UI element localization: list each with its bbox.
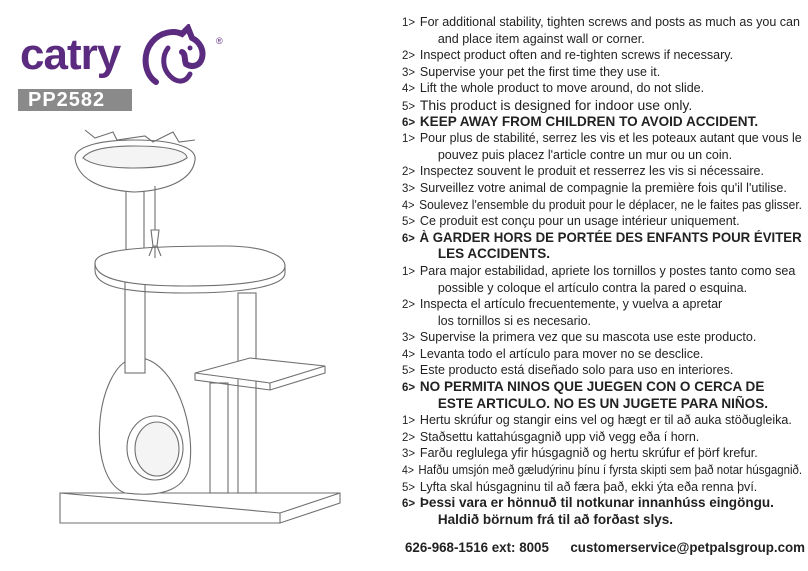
warning-line: Haldið börnum frá til að forðast slys. bbox=[437, 511, 674, 527]
instruction-line: 4> Soulevez l'ensemble du produit pour le déplacer, ne le faites pas glisser. bbox=[402, 197, 802, 212]
contact-info bbox=[405, 540, 806, 555]
instruction-line: 3> Supervise your pet the first time they use it. bbox=[402, 64, 661, 79]
instruction-line: and place item against wall or corner. bbox=[437, 31, 645, 46]
instruction-line: pouvez puis placez l'article contre un mur ou un coin. bbox=[437, 147, 733, 162]
instruction-line: 5> Este producto está diseñado solo para uso en interiores. bbox=[402, 363, 734, 378]
instruction-line: 4> Levanta todo el artículo para mover no se desclice. bbox=[402, 346, 704, 361]
instruction-line: 4> Lift the whole product to move around, do not slide. bbox=[402, 81, 705, 96]
instruction-line: 1> Para major estabilidad, apriete los tornillos y postes tanto como sea bbox=[402, 263, 796, 278]
model-number: PP2582 bbox=[18, 89, 132, 111]
phone-number: 626-968-1516 ext: 8005 bbox=[405, 540, 549, 555]
instruction-line: possible y coloque el artículo contra la pared o esquina. bbox=[437, 280, 748, 295]
instruction-line: 2> Inspect product often and re-tighten screws if necessary. bbox=[402, 48, 734, 63]
brand-name: catry bbox=[20, 30, 121, 79]
warning-line: 6> Þessi vara er hönnuð til notkunar innanhúss eingöngu. bbox=[402, 495, 774, 511]
instruction-line: 3> Surveillez votre animal de compagnie la première fois qu'il l'utilise. bbox=[402, 180, 787, 195]
instruction-line: 5> Ce produit est conçu pour un usage intérieur uniquement. bbox=[402, 214, 740, 229]
instruction-line: 2> Inspectez souvent le produit et resserrez les vis si nécessaire. bbox=[402, 164, 764, 179]
warning-line: LES ACCIDENTS. bbox=[437, 246, 551, 262]
instruction-line: 2> Staðsettu kattahúsgagnið upp við vegg eða í horn. bbox=[402, 429, 700, 444]
warning-line: 6> NO PERMITA NINOS QUE JUEGEN CON O CERCA DE bbox=[402, 379, 765, 395]
registered-mark: ® bbox=[216, 36, 223, 46]
warning-line: ESTE ARTICULO. NO ES UN JUGETE PARA NIÑOS. bbox=[437, 395, 768, 411]
instruction-line: 1> For additional stability, tighten screws and posts as much as you can bbox=[402, 15, 800, 29]
instruction-line: los tornillos si es necesario. bbox=[437, 313, 592, 328]
warning-line: 6> À GARDER HORS DE PORTÉE DES ENFANTS POUR ÉVITER bbox=[402, 229, 802, 245]
instruction-line: 3> Farðu reglulega yfir húsgagnið og hertu skrúfur ef þörf krefur. bbox=[402, 446, 758, 461]
brand-logo bbox=[20, 24, 223, 94]
instruction-line: 1> Hertu skrúfur og stangir eins vel og hægt er til að auka stöðugleika. bbox=[402, 413, 792, 428]
instruction-line: 4> Hafðu umsjón með gæludýrinu þínu í fyrsta skipti sem það notar húsgagnið. bbox=[402, 463, 803, 478]
warning-line: 6> KEEP AWAY FROM CHILDREN TO AVOID ACCIDENT. bbox=[402, 113, 759, 129]
instruction-line: 3> Supervise la primera vez que su mascota use este producto. bbox=[402, 330, 757, 345]
instruction-line: 1> Pour plus de stabilité, serrez les vis et les poteaux autant que vous le bbox=[402, 131, 802, 146]
instruction-line: 5> Lyfta skal húsgagninu til að færa það, ekki ýta eða renna því. bbox=[402, 479, 758, 494]
email-address: customerservice@petpalsgroup.com bbox=[570, 540, 806, 555]
cat-tree-illustration bbox=[55, 118, 345, 543]
instructions-list bbox=[402, 14, 804, 528]
cat-head-logo-icon bbox=[138, 24, 210, 92]
instruction-line: 2> Inspecta el artículo frecuentemente, y vuelva a apretar bbox=[402, 297, 723, 312]
instruction-line: 5> This product is designed for indoor use only. bbox=[402, 96, 693, 113]
